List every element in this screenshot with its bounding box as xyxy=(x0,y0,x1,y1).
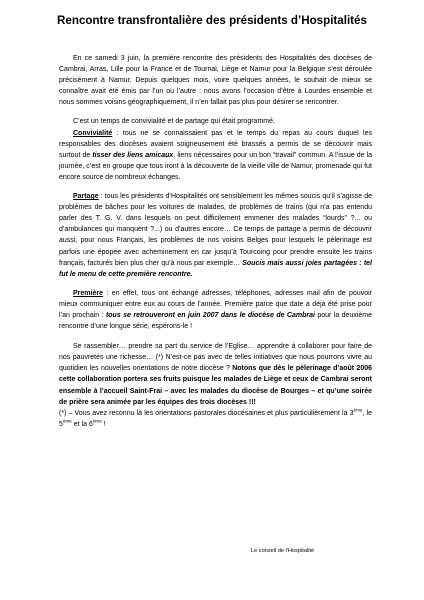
conviviality-emphasis: tisser des liens amicaux xyxy=(92,151,174,159)
sharing-label: Partage xyxy=(73,193,99,201)
footnote-text-2: , le 5 xyxy=(59,409,372,428)
document-body xyxy=(59,53,372,438)
conviviality-label: Convivialité xyxy=(73,129,113,137)
intro-paragraph xyxy=(59,53,372,108)
program-text: C’est un temps de convivialité et de partage qui était programmé. xyxy=(73,118,275,126)
footnote-text-4: ! xyxy=(101,420,106,428)
first-label: Première xyxy=(73,289,103,297)
gathering-paragraph xyxy=(59,341,372,408)
first-emphasis: tous se retrouveront en juin 2007 dans le diocèse de Cambrai xyxy=(105,311,315,319)
conviviality-paragraph xyxy=(59,128,372,183)
gathering-text: Se rassembler… prendre sa part du service de l’Eglise… apprendre à collaborer pour faire de nos pauvretés une richesse… (*) N’est-ce pas avec de telles initiatives que nous pourrons vivre au quotidien les nouvelles orientations de notre diocèse ? xyxy=(59,343,372,373)
program-paragraph xyxy=(59,116,372,127)
footnote-sup-3: ème xyxy=(92,418,102,424)
sharing-paragraph xyxy=(59,191,372,280)
gathering-bold-text: Notons que dès le pèlerinage d’août 2006 cette collaboration portera ses fruits puisque les malades de Liège et ceux de Cambrai seront ensemble à l’accueil Saint-Frai – avec les malades du diocèse de Bourges – et qu’une soirée de prière sera animée par les équipes des trois diocèses !!! xyxy=(59,365,372,406)
first-text-2: pour la deuxième rencontre d’une longue série, espérons-le ! xyxy=(59,311,373,331)
footnote-paragraph xyxy=(59,408,372,430)
footnote-sup-1: ème xyxy=(353,407,363,413)
footnote-text-3: et la 6 xyxy=(71,420,93,428)
signature: Le conseil de l’Hospitalité xyxy=(251,548,315,554)
footnote-sup-2: ème xyxy=(62,418,72,424)
conviviality-text-2: , liens nécessaires pour un bon “travail” commun. A l’issue de la journée, c’est en groupe que tous iront à la découverte de la vieille ville de Namur, promenade qui fut encore source de nombreux échanges. xyxy=(59,151,373,181)
conviviality-text-1: : tous ne se connaissaient pas et le temps du repas au cours duquel les responsables des diocèses avaient soigneusement été brassés a permis de se découvrir mais surtout de xyxy=(59,129,372,159)
intro-text: En ce samedi 3 juin, la première rencontre des présidents des Hospitalités des diocèses de Cambrai, Arras, Lille pour la France et de Tournai, Liège et Namur pour la Belgique s’est déroulée précisément à Namur. Depuis quelques mois, voire quelques années, le souhait de mieux se connaître avait été émis par l’un ou l’autre : nous avons l’occasion d’être à Lourdes ensemble et nous sommes voisins géographiquement, il n’en fallait pas plus pour désirer se rencontrer. xyxy=(59,55,372,107)
sharing-emphasis: Soucis mais aussi joies partagées : tel fut le menu de cette première rencontre. xyxy=(59,259,372,278)
first-text-1: : en effet, tous ont échangé adresses, téléphones, adresses mail afin de pouvoir mieux communiquer entre eux au cours de l’année. Première parce que date a déjà été prise pour l’an prochain : xyxy=(59,289,372,319)
document-title: Rencontre transfrontalière des présidents d’Hospitalités xyxy=(57,14,367,27)
first-paragraph xyxy=(59,288,372,332)
sharing-text: : tous les présidents d’Hospitalités ont sensiblement les mêmes soucis qu’il s’agisse de problèmes de bâches pour les voitures de malades, de problèmes de trains (qui n’a pas entendu parler des T. G. V. dans lesquels on peut difficilement emmener des malades “lourds” ?... ou d’ambulances qui manquent ?...) ou d’autres encore… Ce temps de partage a permis de découvrir aussi, pour nous Français, les problèmes de nos voisins Belges pour lesquels le pèlerinage est parfois une épopée avec acheminement en car jusqu’à Tourcoing pour prendre ensuite les trains français, facturés bien plus cher qu’à nous par exemple… xyxy=(59,193,372,267)
footnote-text-1: (*) – Vous avez reconnu là les orientations pastorales diocésaines et plus particulièrement la 3 xyxy=(59,409,354,417)
